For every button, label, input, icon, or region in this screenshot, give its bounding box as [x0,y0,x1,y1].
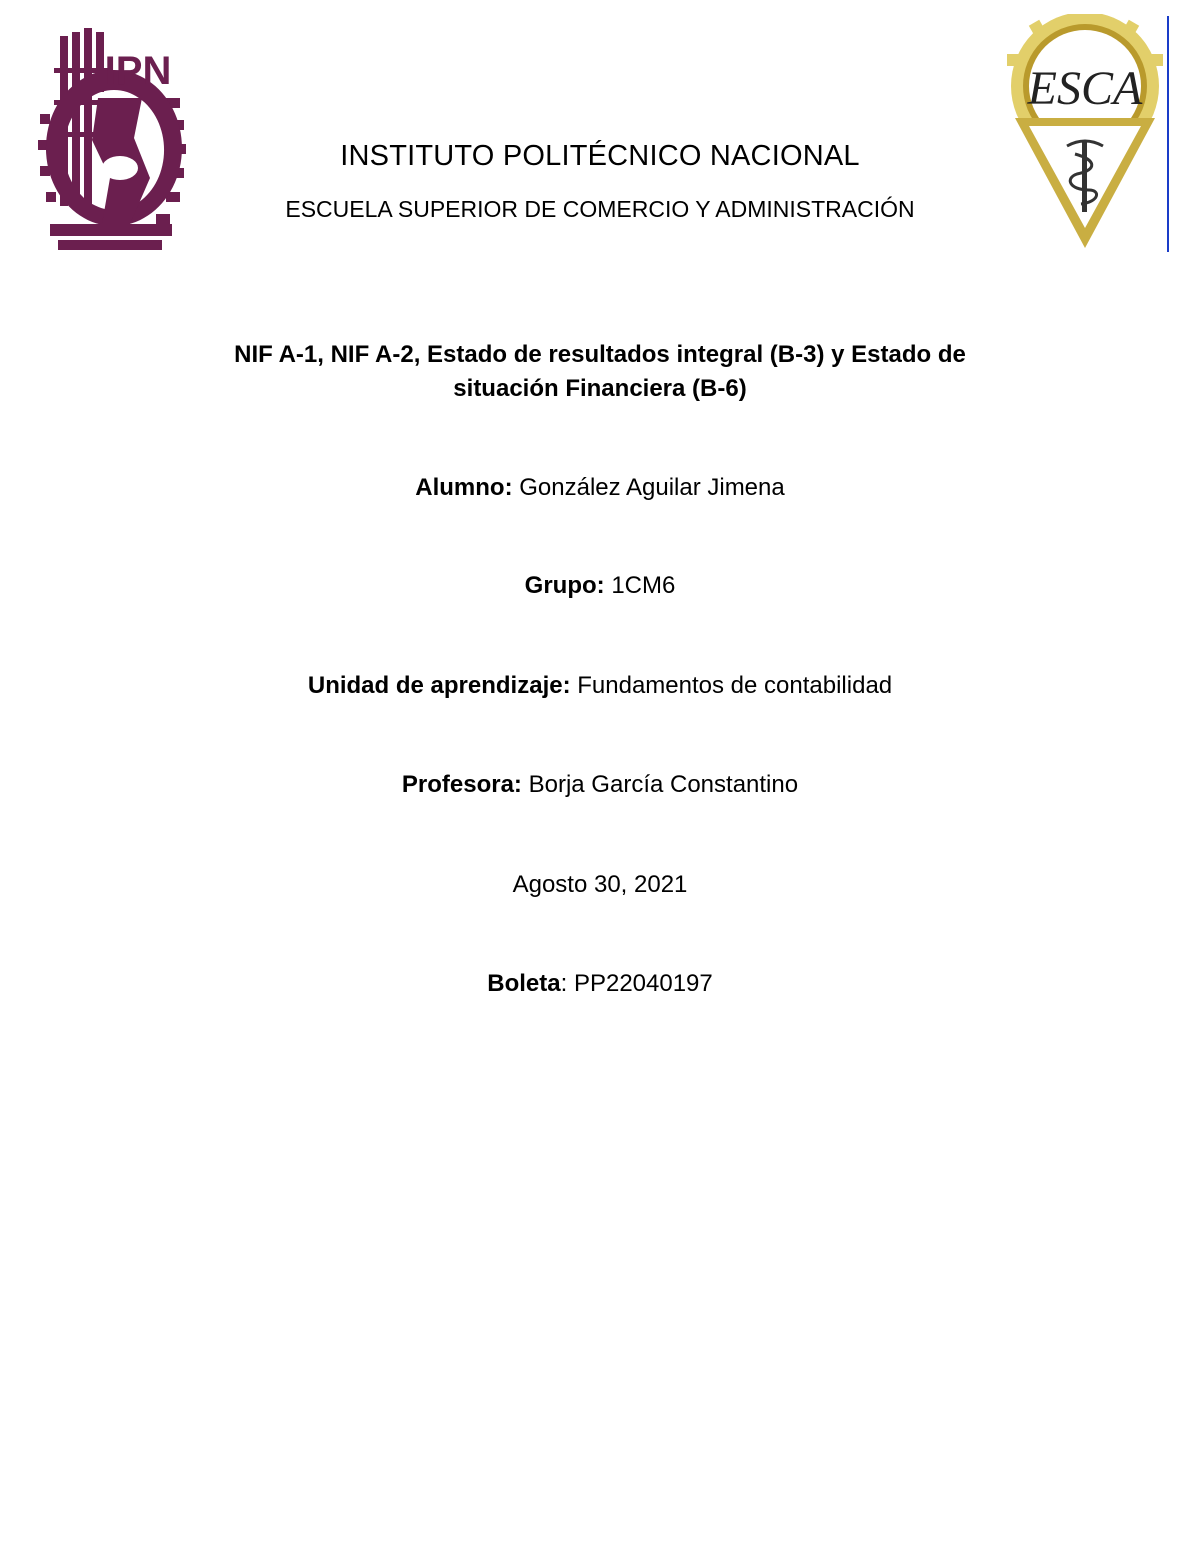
date-value: Agosto 30, 2021 [512,871,688,898]
course-value: Fundamentos de contabilidad [577,672,893,699]
document-title [160,338,1040,406]
svg-text:ESCA: ESCA [1027,62,1143,115]
school-name: ESCUELA SUPERIOR DE COMERCIO Y ADMINISTRACIÓN [285,196,915,222]
student-id-field [0,970,1200,998]
group-label: Grupo: [524,572,605,599]
student-id-separator: : [560,970,568,997]
esca-shield-logo-icon [1005,14,1163,252]
teacher-value: Borja García Constantino [528,771,799,798]
date-field [0,871,1200,899]
page-edge-line [1167,16,1169,252]
student-field [0,474,1200,502]
title-line-2: situación Financiera (B-6) [453,375,747,402]
course-label: Unidad de aprendizaje: [307,672,571,699]
student-id-label: Boleta [487,970,561,997]
institute-name: INSTITUTO POLITÉCNICO NACIONAL [340,140,860,172]
student-label: Alumno: [415,474,513,501]
group-value: 1CM6 [611,572,676,599]
svg-text:IPN: IPN [104,49,172,93]
title-line-1: NIF A-1, NIF A-2, Estado de resultados integral (B-3) y Estado de [234,341,966,368]
teacher-label: Profesora: [401,771,522,798]
student-value: González Aguilar Jimena [519,474,785,501]
course-field [0,672,1200,700]
group-field [0,572,1200,600]
teacher-field [0,771,1200,799]
student-id-value: PP22040197 [573,970,713,997]
